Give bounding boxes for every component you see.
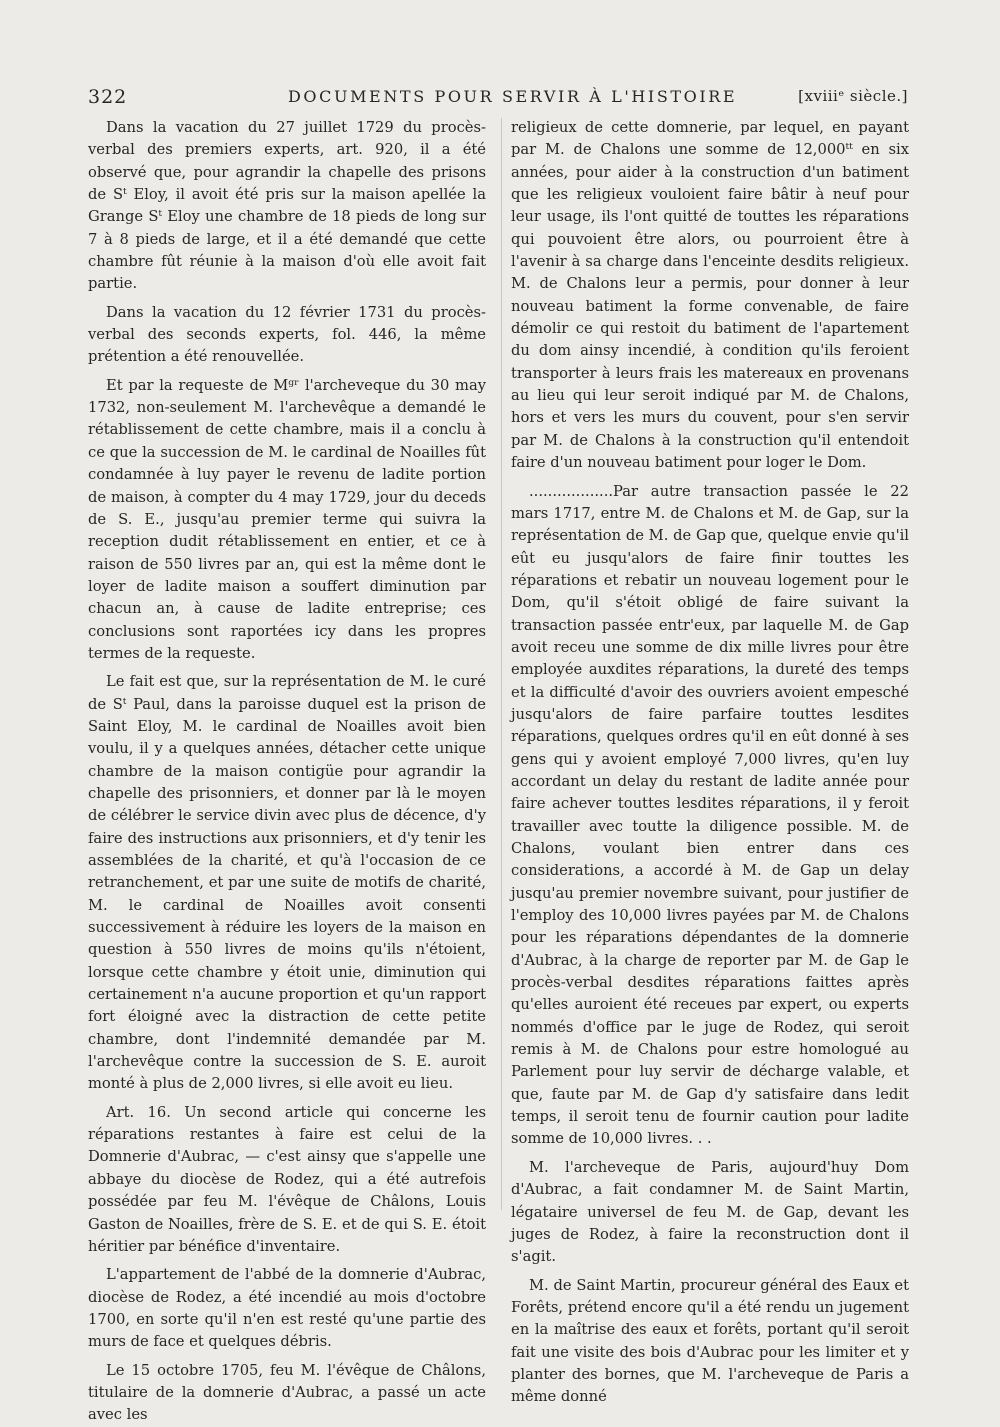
paragraph: M. l'archeveque de Paris, aujourd'huy Dom d'Aubrac, a fait condamner M. de Saint Martin, légataire universel de feu M. de Gap, devant les juges de Rodez, à faire la reconstruction dont il s'agit.: [511, 1158, 909, 1266]
paragraph: M. de Saint Martin, procureur général des Eaux et Forêts, prétend encore qu'il a été rendu un jugement en la maîtrise des eaux et forêts, portant qu'il seroit fait une visite des bois d'Aubrac pour les limiter et y planter des bornes, que M. l'archeveque de Paris a même donné: [511, 1276, 909, 1406]
paragraph: Dans la vacation du 12 février 1731 du procès-verbal des seconds experts, fol. 446, la même prétention a été renouvellée.: [88, 303, 486, 366]
paragraph: Le 15 octobre 1705, feu M. l'évêque de Châlons, titulaire de la domnerie d'Aubrac, a passé un acte avec les: [88, 1361, 486, 1424]
left-column: [88, 117, 486, 1427]
paragraph: Le fait est que, sur la représentation de M. le curé de Sᵗ Paul, dans la paroisse duquel est la prison de Saint Eloy, M. le cardinal de Noailles avoit bien voulu, il y a quelques années, détacher cette unique chambre de la maison contigüe pour agrandir la chapelle des prisonniers, et donner par là le moyen de célébrer le service divin avec plus de décence, d'y faire des instructions aux prisonniers, et d'y tenir les assemblées de la charité, et qu'à l'occasion de ce retranchement, et par une suite de motifs de charité, M. le cardinal de Noailles avoit consenti successivement à réduire les loyers de la maison en question à 550 livres de moins qu'ils n'étoient, lorsque cette chambre y étoit unie, diminution qui certainement n'a aucune proportion et qu'un rapport fort éloigné avec la distraction de cette petite chambre, dont l'indemnité demandée par M. l'archevêque contre la succession de S. E. auroit monté à plus de 2,000 livres, si elle avoit eu lieu.: [88, 673, 486, 1093]
column-divider: [501, 118, 502, 1210]
paragraph: Et par la requeste de Mᵍʳ l'archeveque du 30 may 1732, non-seulement M. l'archevêque a demandé le rétablissement de cette chambre, mais il a conclu à ce que la succession de M. le cardinal de Noailles fût condamnée à luy payer le revenu de ladite portion de maison, à compter du 4 may 1729, jour du deceds de S. E., jusqu'au premier terme qui suivra la reception dudit rétablissement en entier, et ce à raison de 550 livres par an, qui est la même dont le loyer de ladite maison a souffert diminution par chacun an, à cause de ladite entreprise; ces conclusions sont raportées icy dans les propres termes de la requeste.: [88, 376, 486, 662]
paragraph: L'appartement de l'abbé de la domnerie d'Aubrac, diocèse de Rodez, a été incendié au mois d'octobre 1700, en sorte qu'il n'en est resté qu'une partie des murs de face et quelques débris.: [88, 1266, 486, 1351]
page-number: 322: [88, 86, 128, 108]
paragraph: Art. 16. Un second article qui concerne les réparations restantes à faire est celui de la Domnerie d'Aubrac, — c'est ainsy que s'appelle une abbaye du diocèse de Rodez, qui a été autrefois possédée par feu M. l'évêque de Châlons, Louis Gaston de Noailles, frère de S. E. et de qui S. E. étoit héritier par bénéfice d'inventaire.: [88, 1103, 486, 1255]
running-header: [88, 86, 908, 114]
paragraph: religieux de cette domnerie, par lequel, en payant par M. de Chalons une somme de 12,000ᵗᵗ en six années, pour aider à la construction d'un batiment que les religieux vouloient faire bâtir à neuf pour leur usage, ils l'ont quitté de touttes les réparations qui pouvoient être alors, ou pourroient être à l'avenir à sa charge dans l'enceinte desdits religieux. M. de Chalons leur a permis, pour donner à leur nouveau batiment la forme convenable, de faire démolir ce qui restoit du batiment de l'apartement du dom ainsy incendié, à condition qu'ils feroient transporter à leurs frais les matereaux en provenans au lieu qui leur seroit indiqué par M. de Chalons, hors et vers les murs du couvent, pour s'en servir par M. de Chalons à la construction qu'il entendoit faire d'un nouveau batiment pour loger le Dom.: [511, 119, 909, 472]
paragraph: ..................Par autre transaction passée le 22 mars 1717, entre M. de Chalons et M. de Gap, sur la représentation de M. de Gap que, quelque envie qu'il eût eu jusqu'alors de faire finir touttes les réparations et rebatir un nouveau logement pour le Dom, qu'il s'étoit obligé de faire suivant la transaction passée entr'eux, par laquelle M. de Gap avoit receu une somme de dix mille livres pour être employée auxdites réparations, la dureté des temps et la difficulté d'avoir des ouvriers avoient empesché jusqu'alors de faire parfaire touttes lesdites réparations, quelques ordres qu'il en eût donné à ses gens qui y avoient employé 7,000 livres, qu'en luy accordant un delay du restant de ladite année pour faire achever touttes lesdites réparations, il y feroit travailler avec toutte la diligence possible. M. de Chalons, voulant bien entrer dans ces considerations, a accordé à M. de Gap un delay jusqu'au premier novembre suivant, pour justifier de l'employ des 10,000 livres payées par M. de Chalons pour les réparations dépendantes de la domnerie d'Aubrac, à la charge de reporter par M. de Gap le procès-verbal desdites réparations faittes après qu'elles auroient été receues par expert, ou experts nommés d'office par le juge de Rodez, qui seroit remis à M. de Chalons pour estre homologué au Parlement pour luy servir de décharge valable, et que, faute par M. de Gap d'y satisfaire dans ledit temps, il seroit tenu de fournir caution pour ladite somme de 10,000 livres. . .: [511, 482, 909, 1148]
right-column: [511, 117, 909, 1409]
paragraph: Dans la vacation du 27 juillet 1729 du procès-verbal des premiers experts, art. 920, il a été observé que, pour agrandir la chapelle des prisons de Sᵗ Eloy, il avoit été pris sur la maison apellée la Grange Sᵗ Eloy une chambre de 18 pieds de long sur 7 à 8 pieds de large, et il a été demandé que cette chambre fût réunie à la maison d'où elle avoit fait partie.: [88, 119, 486, 293]
century-label: [xviiiᵉ siècle.]: [798, 87, 908, 105]
running-title: DOCUMENTS POUR SERVIR À L'HISTOIRE: [288, 87, 738, 106]
